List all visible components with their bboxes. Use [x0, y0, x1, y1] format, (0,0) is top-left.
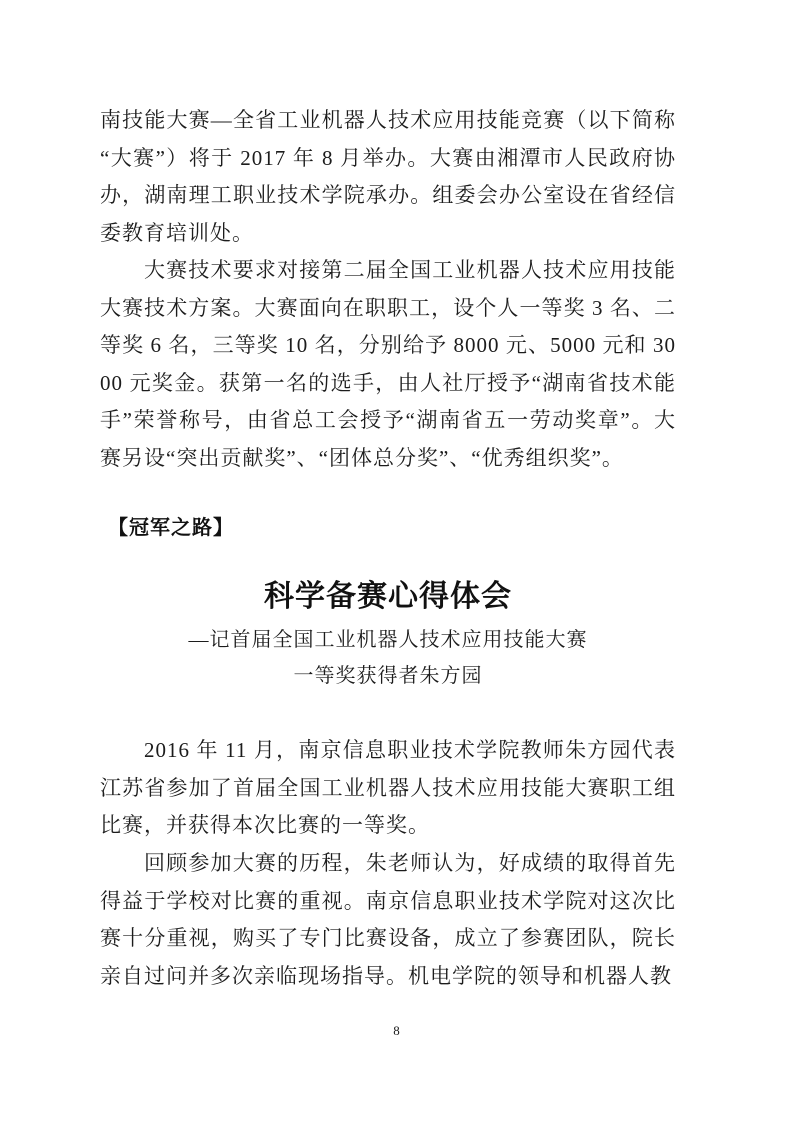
section-heading: 【冠军之路】 — [108, 517, 234, 539]
body-paragraph: 大赛技术要求对接第二届全国工业机器人技术应用技能大赛技术方案。大赛面向在职职工，设个人一等奖 3 名、二等奖 6 名，三等奖 10 名，分别给予 8000 元、5000 元和 3000 元奖金。获第一名的选手，由人社厅授予“湖南省技术能手”荣誉称号，由省总工会授予“湖南省五一劳动奖章”。大赛另设“突出贡献奖”、“团体总分奖”、“优秀组织奖”。 — [100, 258, 676, 470]
body-paragraph-continued: 南技能大赛—全省工业机器人技术应用技能竞赛（以下简称“大赛”）将于 2017 年 8 月举办。大赛由湘潭市人民政府协办，湖南理工职业技术学院承办。组委会办公室设在省经信委教育培训处。 — [100, 108, 676, 245]
article-subtitle-line2: 一等奖获得者朱方园 — [293, 665, 483, 687]
article-title: 科学备赛心得体会 — [264, 580, 512, 613]
article-paragraph: 2016 年 11 月，南京信息职业技术学院教师朱方园代表江苏省参加了首届全国工业机器人技术应用技能大赛职工组比赛，并获得本次比赛的一等奖。 — [100, 738, 676, 837]
page-number: 8 — [393, 1023, 400, 1038]
article-subtitle-line1: —记首届全国工业机器人技术应用技能大赛 — [188, 629, 588, 651]
article-paragraph: 回顾参加大赛的历程，朱老师认为，好成绩的取得首先得益于学校对比赛的重视。南京信息职业技术学院对这次比赛十分重视，购买了专门比赛设备，成立了参赛团队，院长亲自过问并多次亲临现场指导。机电学院的领导和机器人教 — [100, 851, 676, 988]
